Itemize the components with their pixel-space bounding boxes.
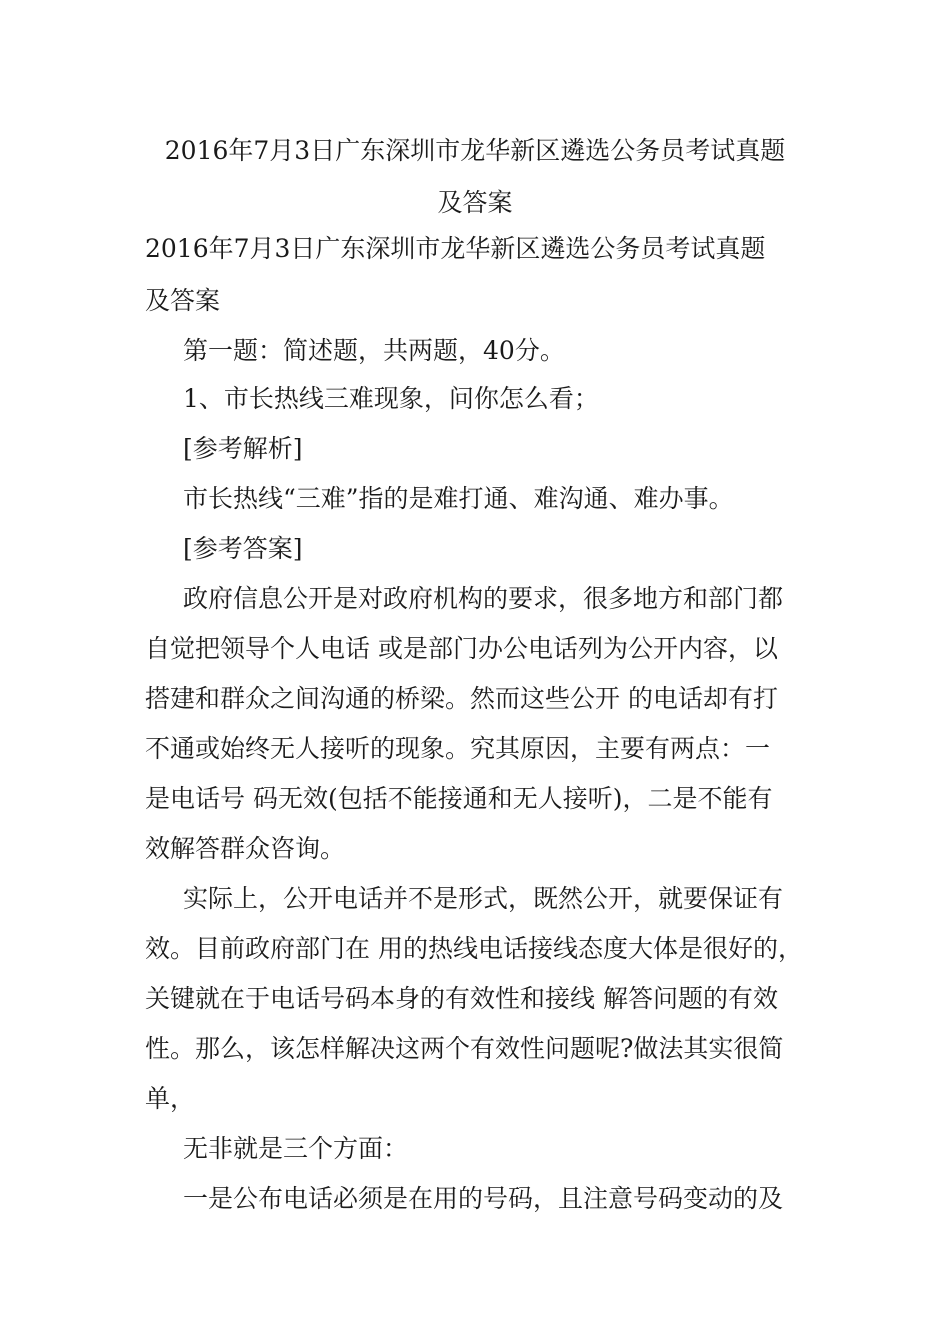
answer-paragraph-1-line-2: 自觉把领导个人电话 或是部门办公电话列为公开内容，以 <box>145 634 778 663</box>
answer-paragraph-1-line-6: 效解答群众咨询。 <box>145 834 346 863</box>
answer-paragraph-3: 无非就是三个方面： <box>183 1134 409 1163</box>
question-1: 1、市长热线三难现象，问你怎么看； <box>183 384 599 413</box>
answer-paragraph-2-line-4: 性。那么，该怎样解决这两个有效性问题呢?做法其实很简 <box>145 1034 784 1063</box>
answer-paragraph-2-line-3: 关键就在于电话号码本身的有效性和接线 解答问题的有效 <box>145 984 778 1013</box>
document-title-line-1: 2016年7月3日广东深圳市龙华新区遴选公务员考试真题 <box>164 136 786 165</box>
answer-label: [参考答案] <box>183 534 303 563</box>
answer-paragraph-1-line-1: 政府信息公开是对政府机构的要求，很多地方和部门都 <box>183 584 784 613</box>
body-heading-line-2: 及答案 <box>145 286 221 315</box>
answer-paragraph-4-line-1: 一是公布电话必须是在用的号码，且注意号码变动的及 <box>183 1184 784 1213</box>
analysis-label: [参考解析] <box>183 434 303 463</box>
body-heading-line-1: 2016年7月3日广东深圳市龙华新区遴选公务员考试真题 <box>145 234 766 263</box>
answer-paragraph-1-line-4: 不通或始终无人接听的现象。究其原因，主要有两点：一 <box>145 734 771 763</box>
answer-paragraph-1-line-5: 是电话号 码无效(包括不能接通和无人接听)，二是不能有 <box>145 784 773 813</box>
answer-paragraph-2-line-1: 实际上，公开电话并不是形式，既然公开，就要保证有 <box>183 884 784 913</box>
answer-paragraph-2-line-2: 效。目前政府部门在 用的热线电话接线态度大体是很好的， <box>145 934 803 963</box>
document-title-line-2: 及答案 <box>437 188 513 217</box>
answer-paragraph-1-line-3: 搭建和群众之间沟通的桥梁。然而这些公开 的电话却有打 <box>145 684 778 713</box>
answer-paragraph-2-line-5: 单， <box>145 1084 196 1113</box>
analysis-text: 市长热线“三难”指的是难打通、难沟通、难办事。 <box>183 484 734 513</box>
question-section-label: 第一题：简述题，共两题，40分。 <box>183 336 565 365</box>
